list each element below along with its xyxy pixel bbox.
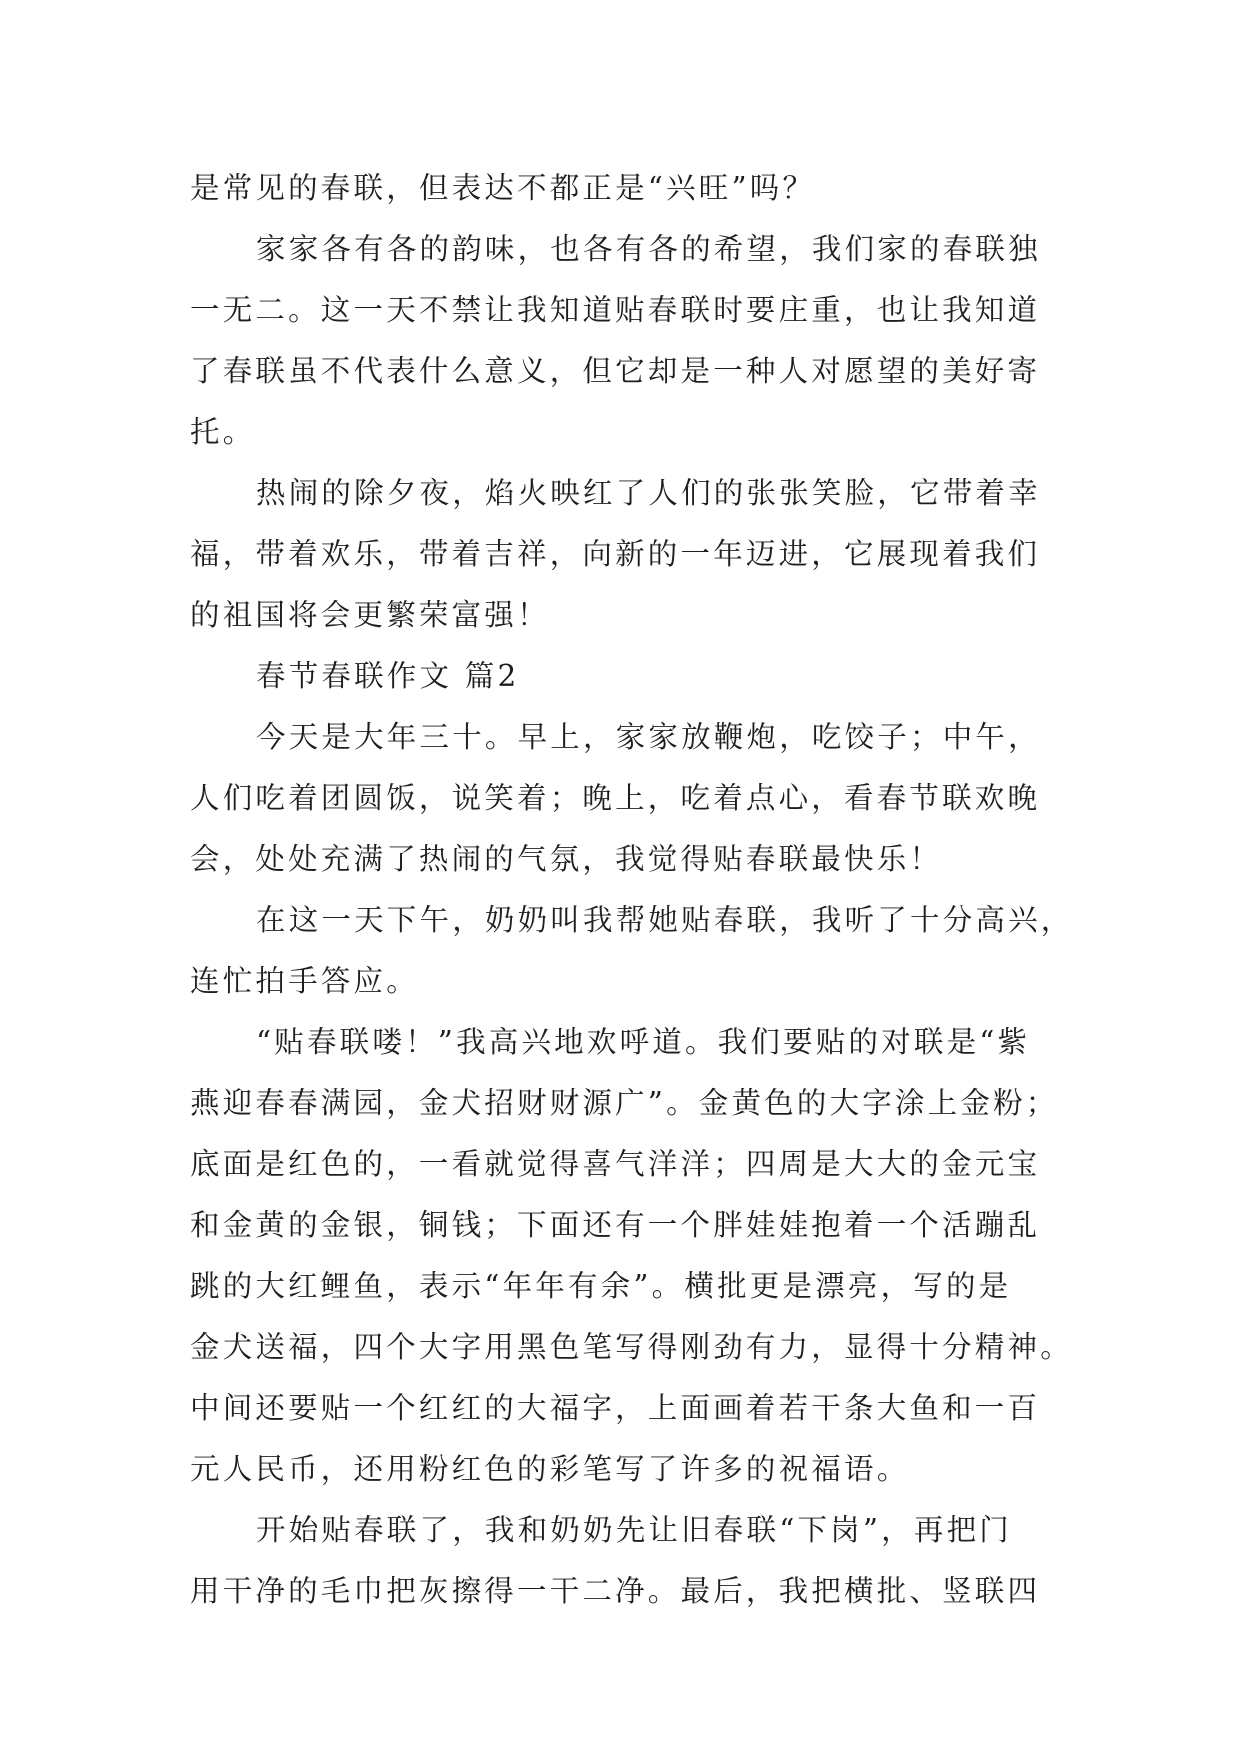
text-line: 的祖国将会更繁荣富强！ — [190, 598, 550, 632]
text-line: 一无二。这一天不禁让我知道贴春联时要庄重，也让我知道 — [190, 293, 1041, 327]
section-heading: 春节春联作文 篇2 — [256, 659, 520, 693]
text-line: 托。 — [190, 415, 256, 449]
text-line: 开始贴春联了，我和奶奶先让旧春联“下岗”，再把门 — [256, 1513, 1012, 1547]
text-line: 中间还要贴一个红红的大福字，上面画着若干条大鱼和一百 — [190, 1391, 1041, 1425]
text-line: 今天是大年三十。早上，家家放鞭炮，吃饺子；中午， — [256, 720, 1041, 754]
text-line: 用干净的毛巾把灰擦得一干二净。最后，我把横批、竖联四 — [190, 1574, 1041, 1608]
text-line: 元人民币，还用粉红色的彩笔写了许多的祝福语。 — [190, 1452, 910, 1486]
text-line: 了春联虽不代表什么意义，但它却是一种人对愿望的美好寄 — [190, 354, 1041, 388]
text-line: 金犬送福，四个大字用黑色笔写得刚劲有力，显得十分精神。 — [190, 1330, 1073, 1364]
text-line: 人们吃着团圆饭，说笑着；晚上，吃着点心，看春节联欢晚 — [190, 781, 1041, 815]
body-text — [190, 158, 1074, 1622]
text-line: 在这一天下午，奶奶叫我帮她贴春联，我听了十分高兴， — [256, 903, 1074, 937]
text-line: 福，带着欢乐，带着吉祥，向新的一年迈进，它展现着我们 — [190, 537, 1041, 571]
text-line: 是常见的春联，但表达不都正是“兴旺”吗？ — [190, 171, 816, 205]
text-line: 底面是红色的，一看就觉得喜气洋洋；四周是大大的金元宝 — [190, 1147, 1041, 1181]
text-line: 跳的大红鲤鱼，表示“年年有余”。横批更是漂亮，写的是 — [190, 1269, 1012, 1303]
text-line: 和金黄的金银，铜钱；下面还有一个胖娃娃抱着一个活蹦乱 — [190, 1208, 1041, 1242]
text-line: 热闹的除夕夜，焰火映红了人们的张张笑脸，它带着幸 — [256, 476, 1041, 510]
text-line: “贴春联喽！”我高兴地欢呼道。我们要贴的对联是“紫 — [256, 1025, 1031, 1059]
text-line: 家家各有各的韵味，也各有各的希望，我们家的春联独 — [256, 232, 1041, 266]
text-line: 会，处处充满了热闹的气氛，我觉得贴春联最快乐！ — [190, 842, 943, 876]
text-line: 连忙拍手答应。 — [190, 964, 419, 998]
text-line: 燕迎春春满园，金犬招财财源广”。金黄色的大字涂上金粉； — [190, 1086, 1059, 1120]
